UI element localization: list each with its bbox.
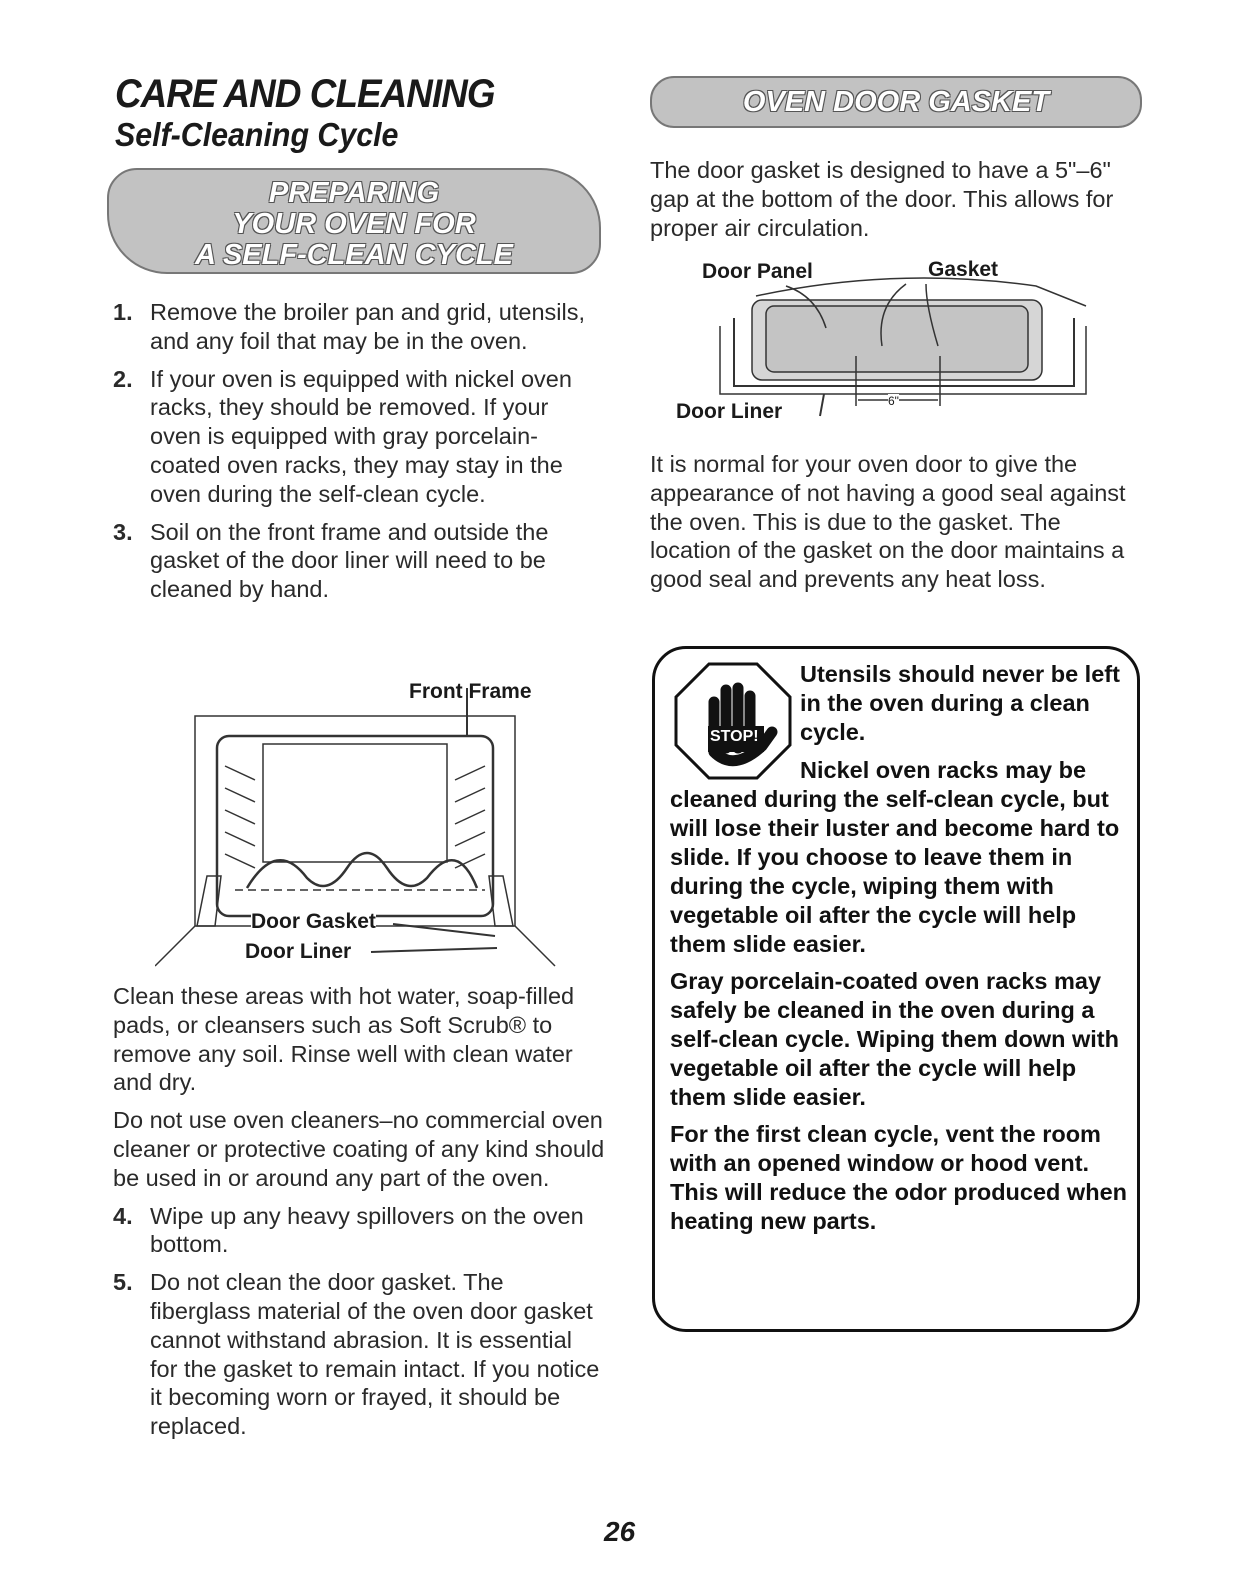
page-number: 26 xyxy=(604,1516,636,1547)
step-1 xyxy=(113,298,605,356)
step-2 xyxy=(113,365,605,509)
step-5 xyxy=(113,1268,605,1441)
banner-line-2: YOUR OVEN FOR xyxy=(232,208,476,240)
steps-list-1 xyxy=(113,298,605,613)
stop-label: STOP! xyxy=(710,728,759,745)
step-text: Wipe up any heavy spillovers on the oven bottom. xyxy=(150,1202,584,1258)
step-number: 5. xyxy=(113,1269,133,1296)
gasket-diagram xyxy=(676,256,1106,426)
door-liner-label: Door Liner xyxy=(245,940,352,963)
nickel-racks-warning: Nickel oven racks may be cleaned during the self-clean cycle, but will lose their luster and become hard to slide. If you choose to leave them in during the cycle, wiping them with vegetable oil after the cycle will help them slide easier. xyxy=(670,757,1120,957)
preparing-banner xyxy=(107,168,601,274)
gasket-label: Gasket xyxy=(928,258,999,281)
cleaning-text xyxy=(113,982,605,1450)
no-oven-cleaner-paragraph: Do not use oven cleaners–no commercial oven cleaner or protective coating of any kind should be used in or around any part of the oven. xyxy=(113,1107,605,1191)
cleaning-paragraph: Clean these areas with hot water, soap-filled pads, or cleansers such as Soft Scrub® to remove any soil. Rinse well with clean water and dry. xyxy=(113,983,575,1096)
door-panel-label: Door Panel xyxy=(702,260,813,283)
step-number: 4. xyxy=(113,1202,133,1229)
oven-diagram xyxy=(155,676,575,976)
step-number: 1. xyxy=(113,299,133,325)
page-subtitle: Self-Cleaning Cycle xyxy=(115,116,399,153)
page-title: CARE AND CLEANING xyxy=(115,72,495,116)
oven-door-gasket-banner: OVEN DOOR GASKET xyxy=(650,76,1142,128)
step-3 xyxy=(113,518,605,604)
gray-racks-warning: Gray porcelain-coated oven racks may safely be cleaned in the oven during a self-clean cycle. Wiping them down with vegetable oil after the cycle will help them slide easier. xyxy=(670,968,1119,1110)
step-text: Remove the broiler pan and grid, utensils, and any foil that may be in the oven. xyxy=(150,299,585,354)
warning-body xyxy=(670,756,1128,1244)
banner-line-1: PREPARING xyxy=(268,177,440,209)
step-number: 2. xyxy=(113,365,133,392)
step-text: If your oven is equipped with nickel oven racks, they should be removed. If your oven is equipped with gray porcelain-coated oven racks, they may stay in the oven during the self-clean cycle. xyxy=(150,365,572,507)
seal-paragraph: It is normal for your oven door to give the appearance of not having a good seal against the oven. This is due to the gasket. The location of the gasket on the door maintains a good seal and prevents any heat loss. xyxy=(650,451,1126,593)
step-text: Soil on the front frame and outside the gasket of the door liner will need to be cleaned by hand. xyxy=(150,518,549,603)
banner-line-3: A SELF-CLEAN CYCLE xyxy=(195,239,513,271)
gap-label: 6" xyxy=(888,394,899,408)
warning-lead: Utensils should never be left in the oven during a clean cycle. xyxy=(800,661,1120,745)
step-4 xyxy=(113,1202,605,1260)
step-text: Do not clean the door gasket. The fiberglass material of the oven door gasket cannot withstand abrasion. It is essential for the gasket to remain intact. If you notice it becoming worn or frayed, it should be replaced. xyxy=(150,1269,600,1440)
gasket-intro: The door gasket is designed to have a 5"–6" gap at the bottom of the door. This allows for proper air circulation. xyxy=(650,157,1114,241)
step-number: 3. xyxy=(113,518,133,545)
door-gasket-label: Door Gasket xyxy=(251,910,376,933)
front-frame-label: Front Frame xyxy=(409,680,532,703)
ventilation-warning: For the first clean cycle, vent the room with an opened window or hood vent. This will reduce the odor produced when heating new parts. xyxy=(670,1121,1127,1234)
door-liner-label: Door Liner xyxy=(676,400,783,423)
